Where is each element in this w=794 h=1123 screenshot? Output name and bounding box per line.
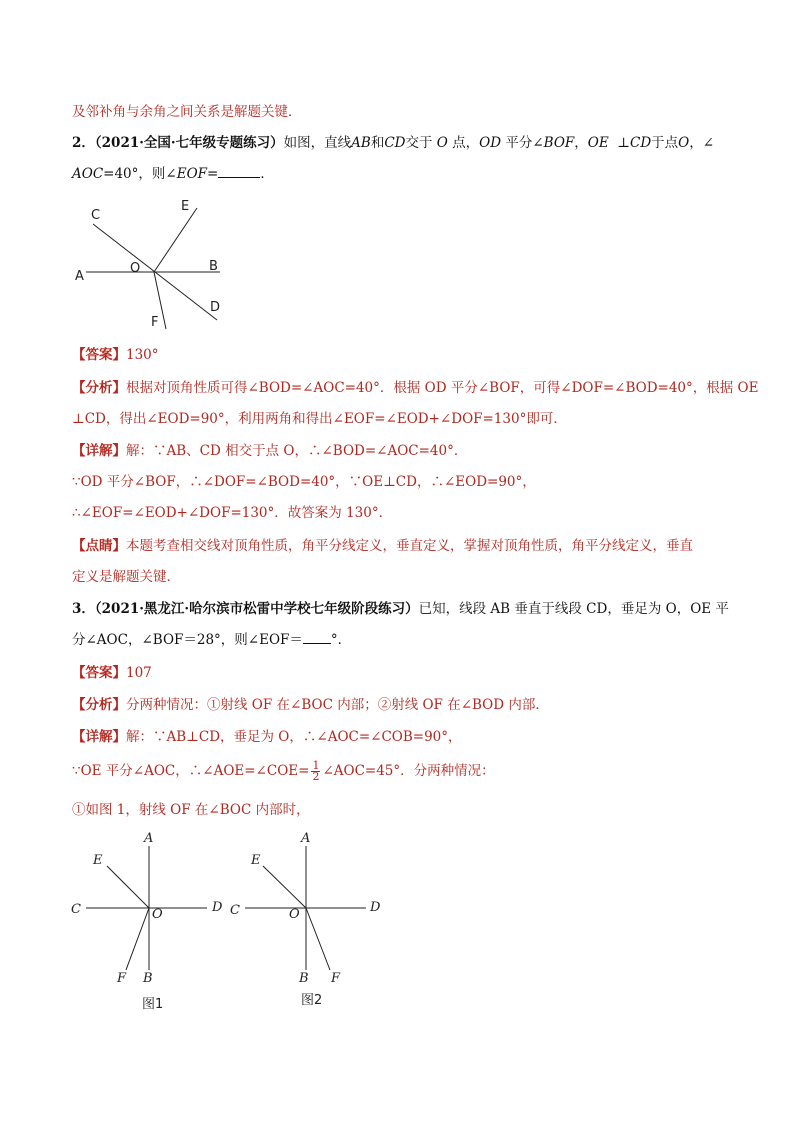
q3-answer-line — [72, 663, 152, 683]
q3-detail-text2: ∵OE 平分∠AOC，∴∠AOE=∠COE= — [72, 763, 310, 779]
q2-text: ． — [260, 166, 274, 182]
q2-ab: AB — [351, 135, 371, 151]
q3-fig2-label-a: A — [301, 831, 311, 846]
q3-detail-text3: ∠AOC=45°．分两种情况： — [322, 763, 495, 779]
q3-figure2 — [225, 825, 390, 1015]
q2-bof: BOF — [543, 135, 575, 151]
q2-detail-line3: ∴∠EOF=∠EOD+∠DOF=130°．故答案为 130°． — [72, 505, 393, 521]
q2-comment-text1: 本题考查相交线对顶角性质，角平分线定义，垂直定义，掌握对顶角性质，角平分线定义，垂直 — [126, 538, 693, 554]
q3-fig1-label-d: D — [212, 900, 223, 915]
q3-detail-line2 — [72, 761, 495, 782]
q2-text: 如图，直线 — [283, 135, 352, 151]
q2-answer-blank — [218, 165, 260, 178]
q3-stem-line2 — [72, 630, 351, 650]
q2-od: OD — [479, 135, 502, 151]
q2-detail-line1 — [72, 441, 467, 461]
intro-line: 及邻补角与余角之间关系是解题关键． — [72, 104, 302, 120]
q2-cd: CD — [384, 135, 406, 151]
q2-comment-line2: 定义是解题关键． — [72, 569, 180, 585]
q3-fig2-caption: 图2 — [301, 993, 323, 1008]
q3-source: （2021·黑龙江·哈尔滨市松雷中学校七年级阶段练习） — [94, 601, 419, 617]
q2-analysis-tag: 【分析】 — [72, 380, 126, 396]
q2-label-f: F — [151, 315, 159, 330]
q3-fig1-label-b: B — [143, 971, 153, 986]
q3-stem-line1 — [72, 599, 729, 619]
q2-text: 交于 — [405, 135, 433, 151]
q3-answer-blank — [303, 631, 331, 644]
q2-answer-line — [72, 345, 159, 365]
q3-fig1-label-e: E — [93, 853, 103, 868]
q3-fig2-label-e: E — [251, 853, 261, 868]
q2-text: ，∠ — [689, 135, 715, 151]
q3-analysis-text: 分两种情况：①射线 OF 在∠BOC 内部；②射线 OF 在∠BOD 内部． — [126, 697, 549, 713]
q2-o: O — [678, 135, 690, 151]
q3-answer: 107 — [126, 665, 152, 681]
fraction-denominator: 2 — [312, 770, 320, 783]
q2-label-a: A — [75, 269, 84, 284]
q2-detail-text1: 解：∵AB、CD 相交于点 O，∴∠BOD=∠AOC=40°． — [126, 443, 468, 459]
q2-label-d: D — [210, 300, 221, 315]
q3-stem-text2: 分∠AOC，∠BOF＝28°，则∠EOF＝ — [72, 632, 303, 648]
q2-number: 2． — [72, 135, 95, 151]
q2-figure — [72, 196, 242, 336]
q2-text: 点， — [452, 135, 480, 151]
q3-stem-text1: 已知，线段 AB 垂直于线段 CD，垂足为 O，OE 平 — [418, 601, 729, 617]
q3-case1-line: ①如图 1，射线 OF 在∠BOC 内部时， — [72, 802, 310, 818]
q2-comment-tag: 【点睛】 — [72, 538, 126, 554]
q3-fraction — [311, 761, 320, 782]
q2-detail-line2: ∵OD 平分∠BOF，∴∠DOF=∠BOD=40°，∵OE⊥CD，∴∠EOD=90°， — [72, 474, 536, 490]
q2-o: O — [436, 135, 448, 151]
q2-text: ， — [574, 135, 588, 151]
q2-comment-line1 — [72, 536, 693, 556]
q2-analysis-line2: ⊥CD，得出∠EOD=90°，利用两角和得出∠EOF=∠EOD+∠DOF=130°即可． — [72, 411, 567, 427]
q3-fig1-label-a: A — [144, 831, 154, 846]
q3-answer-tag: 【答案】 — [72, 665, 126, 681]
q2-text: ⊥ — [617, 135, 630, 151]
q3-detail-tag: 【详解】 — [72, 729, 126, 745]
q2-analysis-text1: 根据对顶角性质可得∠BOD=∠AOC=40°．根据 OD 平分∠BOF，可得∠DOF=∠BOD=40°，根据 OE — [126, 380, 759, 396]
q2-label-b: B — [209, 259, 218, 274]
q2-source: （2021·全国·七年级专题练习） — [94, 135, 284, 151]
q3-fig2-label-f: F — [331, 971, 341, 986]
q3-fig2-label-b: B — [299, 971, 309, 986]
q3-fig2-label-o: O — [289, 907, 300, 922]
q2-text: 于点 — [651, 135, 679, 151]
q3-fig1-caption: 图1 — [142, 997, 164, 1012]
q3-analysis-tag: 【分析】 — [72, 697, 126, 713]
q3-stem-text3: °． — [330, 632, 352, 648]
q2-text: 平分∠ — [505, 135, 544, 151]
q3-number: 3． — [72, 601, 95, 617]
q2-stem-line1 — [72, 133, 714, 153]
q2-text: 和 — [370, 135, 385, 151]
q3-fig1-label-f: F — [117, 971, 127, 986]
fraction-numerator: 1 — [312, 759, 320, 772]
q3-analysis-line — [72, 695, 549, 715]
q2-eof: EOF — [176, 166, 208, 182]
q2-analysis-line1 — [72, 378, 758, 398]
q2-text: =40°，则∠ — [103, 166, 177, 182]
q2-label-e: E — [181, 199, 190, 214]
q3-fig2-label-d: D — [370, 900, 381, 915]
q2-label-c: C — [91, 208, 101, 223]
q2-text: = — [207, 166, 219, 182]
q2-stem-line2 — [72, 164, 274, 184]
q2-cd: CD — [630, 135, 652, 151]
q2-answer-tag: 【答案】 — [72, 347, 126, 363]
q2-detail-tag: 【详解】 — [72, 443, 126, 459]
q2-oe: OE — [587, 135, 609, 151]
q3-fig1-label-c: C — [71, 902, 81, 917]
q3-detail-line1 — [72, 727, 462, 747]
q2-answer: 130° — [126, 347, 159, 363]
q2-label-o: O — [130, 261, 141, 276]
q3-fig1-label-o: O — [152, 907, 163, 922]
q3-fig2-label-c: C — [230, 903, 240, 918]
q3-figure1 — [60, 825, 240, 1015]
q3-detail-text1: 解：∵AB⊥CD，垂足为 O，∴∠AOC=∠COB=90°， — [126, 729, 462, 745]
q2-aoc: AOC — [72, 166, 104, 182]
